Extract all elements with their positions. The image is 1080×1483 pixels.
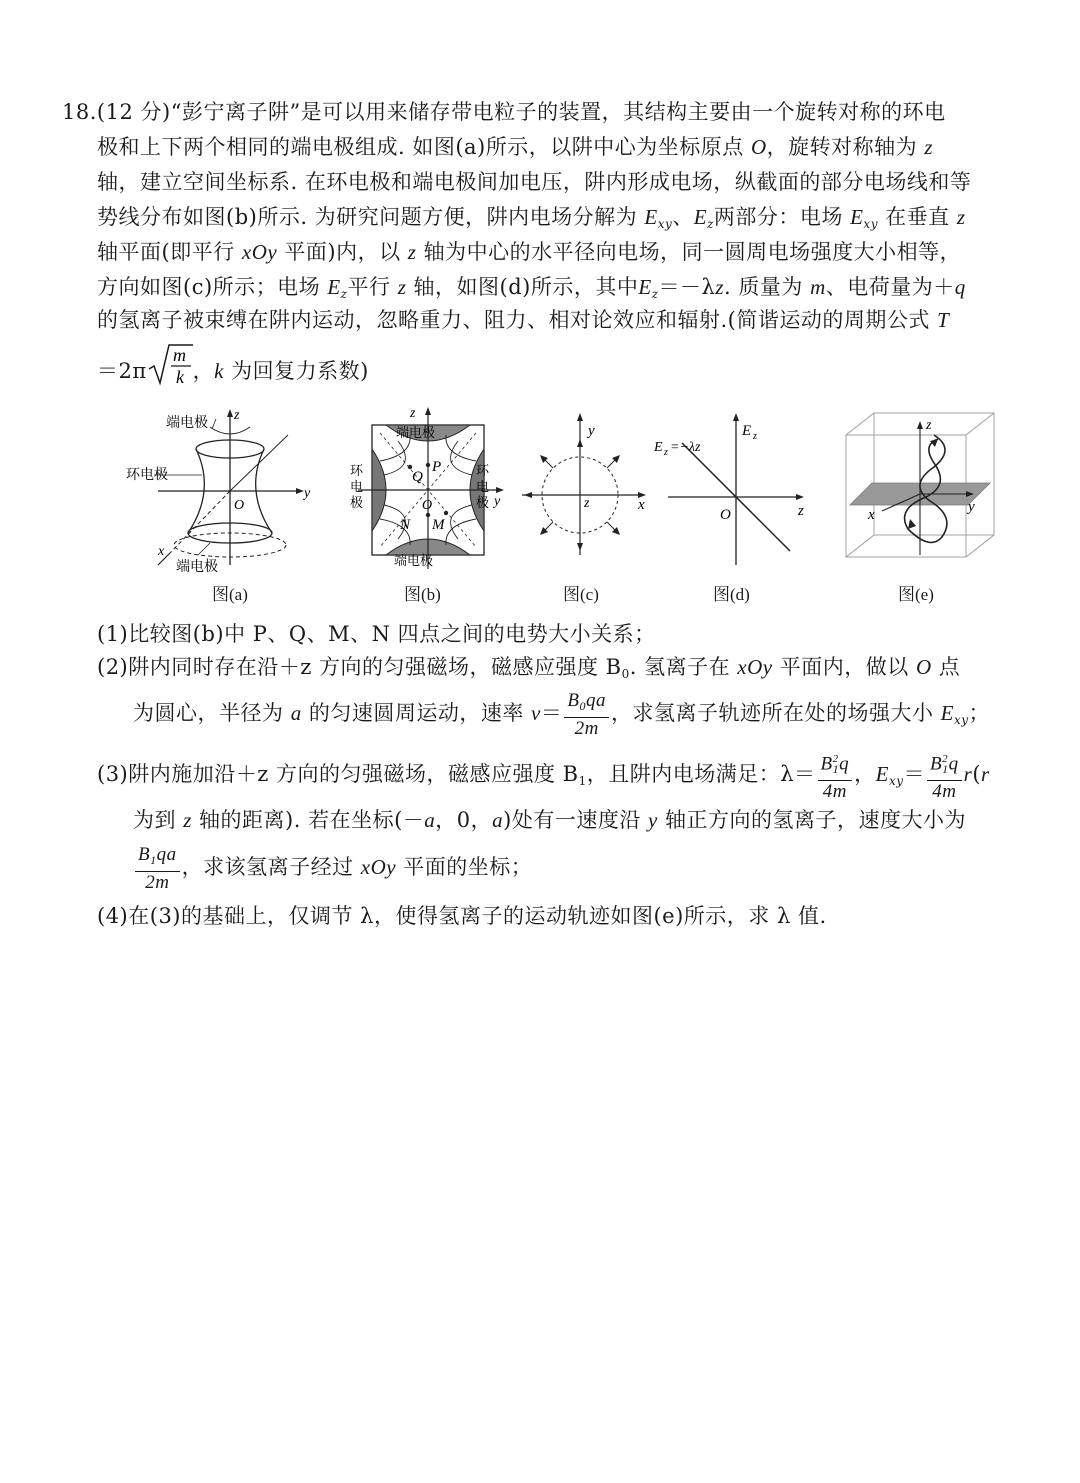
caption-e: 图(e) bbox=[898, 585, 934, 604]
svg-text:y: y bbox=[304, 486, 311, 501]
question-2-line-2: 为圆心，半径为 a 的匀速圆周运动，速率 v＝ $\frac{B_0qa}{2m}$ ，求氢离子轨迹所在处的场强大小 $E_{xy}$； bbox=[133, 689, 991, 739]
svg-text:Q: Q bbox=[412, 469, 423, 485]
question-2-line-1: (2)阱内同时存在沿＋z 方向的匀强磁场，磁感应强度 $B_0$. 氢离子在 xOy 平面内，做以 O 点 bbox=[97, 655, 961, 681]
fraction-exy: $\frac{B^2_1q}{4m}$ bbox=[927, 748, 962, 803]
label-b-end-bottom: 端电极 bbox=[394, 553, 434, 568]
problem-line-2: 极和上下两个相同的端电极组成. 如图(a)所示，以阱中心为坐标原点 O，旋转对称轴为 z bbox=[97, 135, 933, 159]
caption-b: 图(b) bbox=[404, 585, 441, 604]
problem-line-6: 方向如图(c)所示；电场 $E_z$平行 z 轴，如图(d)所示，其中$E_z=-\lambda z$. 质量为 m、电荷量为＋q bbox=[97, 275, 966, 301]
svg-text:x: x bbox=[868, 507, 875, 523]
svg-text:y: y bbox=[588, 423, 595, 439]
problem-text: “彭宁离子阱”是可以用来储存带电粒子的装置，其结构主要由一个旋转对称的环电 bbox=[170, 100, 946, 124]
fraction-speed: $\frac{B_1qa}{2m}$ bbox=[135, 844, 180, 894]
svg-text:k: k bbox=[175, 367, 185, 387]
question-3-line-2: 为到 z 轴的距离). 若在坐标(－a，0，a)处有一速度沿 y 轴正方向的氢离子，速度大小为 bbox=[133, 808, 967, 832]
question-4: (4)在(3)的基础上，仅调节 λ，使得氢离子的运动轨迹如图(e)所示，求 λ 值. bbox=[97, 904, 827, 928]
problem-line-8: ＝2π m k ，k 为回复力系数) bbox=[97, 343, 369, 387]
svg-text:z: z bbox=[584, 496, 590, 511]
question-3-line-3: $\frac{B_1qa}{2m}$ ，求该氢离子经过 xOy 平面的坐标； bbox=[133, 842, 532, 892]
problem-line-3: 轴，建立空间坐标系. 在环电极和端电极间加电压，阱内形成电场，纵截面的部分电场线和等 bbox=[97, 170, 972, 194]
figure-b bbox=[348, 405, 508, 580]
svg-text:O: O bbox=[422, 498, 433, 513]
caption-a: 图(a) bbox=[212, 585, 248, 604]
problem-number: 18. bbox=[62, 100, 97, 124]
svg-text:M: M bbox=[432, 517, 445, 533]
svg-text:m: m bbox=[172, 345, 187, 365]
svg-text:O: O bbox=[720, 507, 731, 523]
figure-c bbox=[518, 405, 658, 580]
problem-line-4: 势线分布如图(b)所示. 为研究问题方便，阱内电场分解为 $E_{xy}$、$E_z$两部分：电场 $E_{xy}$ 在垂直 z bbox=[97, 205, 966, 231]
svg-text:z: z bbox=[234, 408, 240, 423]
fraction-lambda: $\frac{B^2_1q}{4m}$ bbox=[818, 748, 853, 803]
figure-a bbox=[118, 405, 318, 580]
svg-text:z: z bbox=[664, 447, 668, 458]
label-end-electrode-bottom: 端电极 bbox=[176, 560, 218, 575]
caption-c: 图(c) bbox=[563, 585, 599, 604]
svg-text:y: y bbox=[494, 494, 501, 509]
figure-e bbox=[838, 405, 1008, 580]
svg-text:P: P bbox=[432, 459, 442, 475]
svg-text:N: N bbox=[400, 517, 411, 533]
svg-text:环: 环 bbox=[476, 463, 490, 478]
svg-text:x: x bbox=[158, 544, 165, 559]
svg-text:z: z bbox=[410, 406, 416, 421]
svg-text:电: 电 bbox=[350, 479, 364, 494]
problem-line-5: 轴平面(即平行 xOy 平面)内，以 z 轴为中心的水平径向电场，同一圆周电场强度大小相等， bbox=[97, 240, 962, 264]
svg-text:极: 极 bbox=[476, 495, 490, 510]
problem-line-7: 的氢离子被束缚在阱内运动，忽略重力、阻力、相对论效应和辐射.(简谐运动的周期公式 T bbox=[97, 308, 950, 332]
caption-d: 图(d) bbox=[713, 585, 750, 604]
question-1: (1)比较图(b)中 P、Q、M、N 四点之间的电势大小关系； bbox=[97, 622, 656, 646]
svg-text:极: 极 bbox=[350, 495, 364, 510]
question-3-line-1: (3)阱内施加沿＋z 方向的匀强磁场，磁感应强度 $B_1$，且阱内电场满足：λ＝ $\frac{B^2_1q}{4m}$ ，$E_{xy}=$ $\frac{B^2_1q}{4m}$ r(r bbox=[97, 748, 990, 798]
svg-text:E: E bbox=[654, 440, 663, 455]
fraction-v: $\frac{B_0qa}{2m}$ bbox=[564, 690, 609, 740]
sqrt-formula bbox=[147, 343, 193, 402]
svg-text:环: 环 bbox=[350, 463, 364, 478]
svg-text:z: z bbox=[926, 418, 932, 433]
svg-text:E: E bbox=[742, 423, 752, 439]
svg-text:z: z bbox=[798, 503, 804, 519]
label-b-end-top: 端电极 bbox=[396, 425, 436, 440]
svg-text:=−λz: =−λz bbox=[670, 440, 701, 455]
svg-text:z: z bbox=[753, 431, 757, 442]
figure-d bbox=[648, 405, 818, 580]
label-end-electrode-top: 端电极 bbox=[166, 416, 208, 431]
svg-text:O: O bbox=[234, 498, 245, 513]
svg-text:x: x bbox=[638, 497, 645, 513]
problem-line-1 bbox=[62, 98, 946, 126]
label-ring-electrode: 环电极 bbox=[126, 468, 168, 483]
svg-text:电: 电 bbox=[476, 479, 490, 494]
problem-points: (12 分) bbox=[96, 100, 171, 124]
svg-text:y: y bbox=[968, 499, 975, 515]
